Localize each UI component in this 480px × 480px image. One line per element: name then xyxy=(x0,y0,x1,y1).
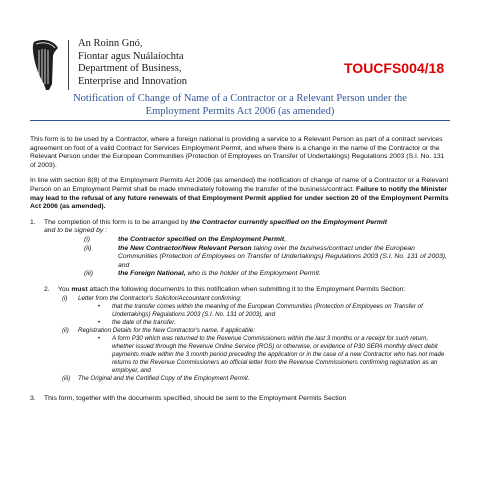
sub-ii-number: (ii) xyxy=(84,244,92,252)
item-1-sub-i xyxy=(84,236,450,245)
form-code: TOUCFS004/18 xyxy=(344,60,445,76)
item-3-text: This form, together with the documents specified, should be sent to the Employment Permits Section xyxy=(44,394,347,402)
item-2-ii-text: Registration Details for the New Contractor's name, if applicable: xyxy=(78,326,255,334)
bullet-item xyxy=(98,303,450,319)
sub-i-number: (i) xyxy=(84,235,91,243)
sub-iii-bold: the Foreign National, xyxy=(118,270,186,278)
bullet-text: that the transfer comes within the meaning of the European Communities (Protection of Employees on Transfer of Undertakings) Regulations 2003 (S.I. No. 131 of 2003), and xyxy=(112,302,423,318)
sub-ii-bold: the New Contractor/New Relevant Person xyxy=(118,244,252,252)
harp-logo-icon xyxy=(28,38,62,92)
item-1-sign: and to be signed by : xyxy=(44,227,108,235)
item-2-sub-iii xyxy=(62,375,450,383)
notification-text: In line with section 8(8) of the Employment Permits Act 2006 (as amended) the notification of change of name of a Contractor or a Relevant Person on an Employment Permit shall be made immediately following the transfer of the business/contract. xyxy=(30,177,449,193)
item-2-sub-i xyxy=(62,295,450,303)
sub-i-text xyxy=(118,236,286,245)
sub-iii-text xyxy=(118,270,321,279)
item-1-sub-ii xyxy=(84,245,450,271)
title-line-1: Notification of Change of Name of a Contractor or a Relevant Person under the xyxy=(73,93,407,104)
item-3-number: 3. xyxy=(30,394,36,402)
item-2-text-a: You xyxy=(58,285,72,293)
item-2-i-text: Letter from the Contractor's Solicitor/Accountant confirming: xyxy=(78,294,242,302)
sub-iii-rest: who is the holder of the Employment Permit. xyxy=(185,270,321,278)
dept-line-3: Department of Business, xyxy=(78,63,182,74)
notification-warning: Failure to notify the Minister may lead to the refusal of any future renewals of that Employment Permit applied for under section 20 of the Employment Permits Act 2006 (as amended). xyxy=(30,185,449,211)
dept-line-1: An Roinn Gnó, xyxy=(78,38,143,49)
item-1-number: 1. xyxy=(30,218,36,226)
item-2-number: 2. xyxy=(44,285,50,293)
item-2-ii-number: (ii) xyxy=(62,326,69,334)
item-2-must: must xyxy=(71,285,88,293)
bullet-icon: • xyxy=(98,334,101,342)
letterhead-divider xyxy=(68,40,69,90)
notification-paragraph xyxy=(30,177,450,211)
list-item-2 xyxy=(44,286,450,383)
bullet-text: A form P30 which was returned to the Revenue Commissioners within the last 3 months or a receipt for such return, whether issued through the Revenue Online Service (ROS) or otherwise, or evidence of P30 SEPA monthly direct debit payments made within the 3 month period preceding the application or in the case of a new Contractor who has not made returns to the Revenue Commissioners an official letter from the Revenue Commissioners confirming registration as an employer, and xyxy=(112,334,445,374)
item-1-sub-iii xyxy=(84,270,450,279)
title-line-2: Employment Permits Act 2006 (as amended) xyxy=(145,106,335,117)
dept-line-2: Fiontar agus Nuálaíochta xyxy=(78,50,184,62)
title-rule xyxy=(30,120,450,121)
sub-i-bold: the Contractor specified on the Employment Permit xyxy=(118,235,285,243)
dept-line-4: Enterprise and Innovation xyxy=(78,75,188,87)
bullet-item xyxy=(98,319,450,327)
item-2-sub-ii xyxy=(62,327,450,335)
bullet-icon: • xyxy=(98,318,101,326)
document-body xyxy=(30,136,450,403)
bullet-icon: • xyxy=(98,302,101,310)
intro-paragraph: This form is to be used by a Contractor, where a foreign national is providing a service to a Relevant Person as part of a contract services agreement on foot of a valid Contract for Services Employment Permit, and where there is a change in the name of the Contractor or the Relevant Person under the European Communities (Protection of Employees on Transfer of Undertakings) Regulations 2003 (S.I. No. 131 of 2003). xyxy=(30,136,445,169)
list-item-3 xyxy=(30,395,450,404)
document-title xyxy=(18,92,462,118)
list-item-1 xyxy=(30,219,450,279)
item-2-content xyxy=(58,286,450,383)
sub-ii-rest: taking over the business/contract under the European Communities (Protection of Employees on Transfer of Undertakings) Regulations 2003 (S.I. No. 131 of 2003), and xyxy=(118,244,447,269)
item-1-content xyxy=(44,219,450,279)
item-2-iii-number: (iii) xyxy=(62,374,71,382)
item-2-text-c: attach the following document/s to this notification when submitting it to the Employment Permits Section: xyxy=(87,285,406,293)
item-1-text xyxy=(44,219,450,228)
department-name xyxy=(78,38,187,88)
item-1-text-a: The completion of this form is to be arranged by xyxy=(44,218,190,226)
bullet-item xyxy=(98,335,450,375)
item-2-i-number: (i) xyxy=(62,294,68,302)
item-2-text xyxy=(58,286,450,295)
item-2-iii-text: The Original and the Certified Copy of the Employment Permit. xyxy=(78,374,250,382)
bullet-text: the date of the transfer. xyxy=(112,318,176,326)
sub-iii-number: (iii) xyxy=(84,270,94,278)
sub-i-rest: , xyxy=(284,235,287,243)
sub-ii-text xyxy=(118,245,450,271)
item-1-text-b: the Contractor currently specified on the Employment Permit xyxy=(189,218,387,226)
